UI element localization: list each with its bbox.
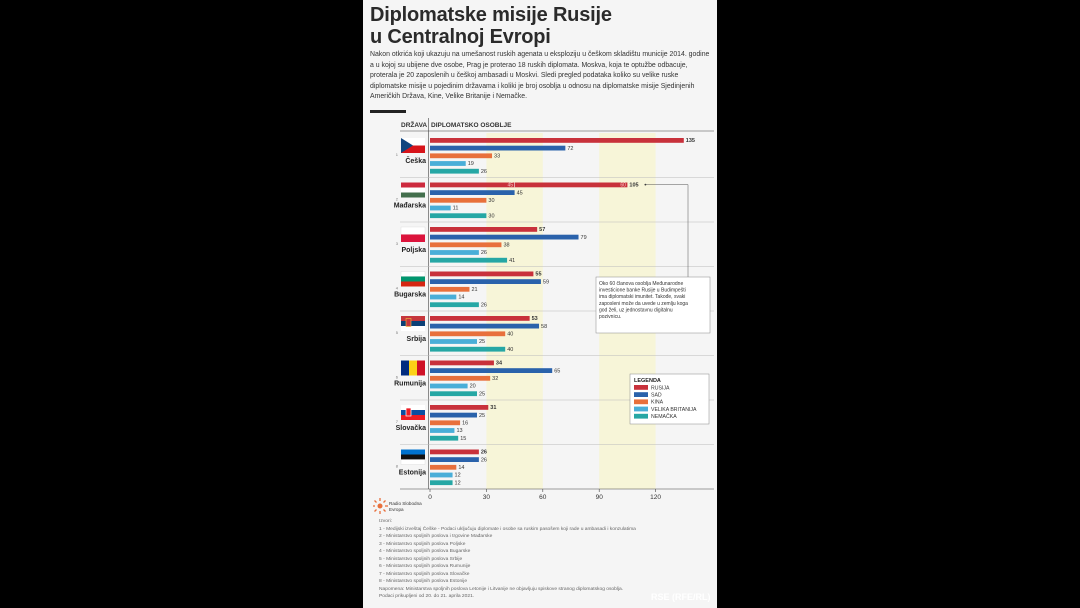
bar-value-label: 135 [685, 138, 695, 145]
legend-label: NEMAČKA [651, 414, 677, 421]
footnote-mark: 1 [395, 152, 398, 157]
bar [430, 250, 479, 255]
bar-value-label: 26 [480, 457, 488, 464]
country-column-header: DRŽAVA [401, 122, 428, 129]
x-tick-label: 0 [428, 494, 432, 501]
bar-value-label: 13 [456, 428, 463, 435]
sources-title: Izvori: [379, 519, 393, 524]
footnote-mark: 8 [395, 463, 398, 469]
bar-value-label: 26 [480, 168, 488, 175]
bar-value-label: 30 [488, 213, 495, 220]
bar [430, 324, 539, 329]
bar-value-label: 59 [542, 279, 550, 286]
bar-value-label: 26 [480, 250, 488, 257]
legend-swatch [634, 414, 648, 419]
bar-value-label: 38 [503, 242, 510, 249]
legend-swatch [634, 385, 648, 390]
bar [430, 242, 501, 247]
country-flag [401, 405, 425, 420]
bar [430, 457, 479, 462]
country-flag [401, 450, 425, 465]
bar [430, 302, 479, 307]
country-label: Srbija [406, 336, 426, 343]
x-tick-label: 120 [650, 494, 662, 501]
country-flag [401, 227, 425, 242]
sources-date: Podaci prikupljeni od 20. do 21. aprila 2021. [379, 594, 475, 599]
bar-value-label: 53 [531, 316, 538, 323]
bar [430, 272, 533, 277]
legend-swatch [634, 407, 648, 412]
country-label: Estonija [398, 469, 426, 477]
bar-value-label: 57 [539, 227, 546, 234]
bar-value-label: 15 [460, 435, 467, 442]
source-line-2: 2 - Ministarstvo spoljnih poslova i trgovine Mađarske [379, 534, 493, 539]
country-row [396, 445, 714, 487]
bar [430, 146, 565, 151]
country-label: Poljska [401, 247, 426, 254]
bar [430, 405, 488, 410]
footnote-mark: 4 [395, 285, 398, 291]
bar-value-label: 16 [462, 420, 469, 427]
bar-value-label: 40 [507, 331, 514, 338]
title-line-2: u Centralnoj Evropi [370, 26, 551, 48]
source-line-4: 4 - Ministarstvo spoljnih poslova Bugarske [379, 549, 471, 554]
bar [430, 420, 460, 425]
country-flag [401, 183, 425, 198]
bar [430, 391, 477, 396]
footnote-mark: 3 [395, 241, 398, 246]
bar-value-label: 14 [458, 465, 465, 471]
bar [430, 153, 492, 158]
country-row [394, 178, 714, 220]
hungary-split-label-a: 45 [507, 182, 514, 189]
bar-value-label: 105 [629, 182, 639, 189]
bar [430, 376, 490, 381]
bar-value-label: 21 [471, 287, 478, 293]
footnote-mark: 6 [395, 374, 398, 380]
legend-title: LEGENDA [634, 378, 661, 384]
source-line-1: 1 - Medijski izveštaj Češke - Podaci uključuju diplomate i osobe sa ruskim pasošem koji rade u ambasadi i konzulatima [379, 526, 636, 532]
bar-value-label: 33 [494, 153, 501, 160]
bar [430, 331, 505, 336]
bar [430, 206, 451, 211]
bar [430, 347, 505, 352]
bar [430, 428, 454, 433]
footnote-mark: 7 [395, 419, 398, 424]
legend-label: KINA [651, 399, 664, 406]
bar [430, 161, 466, 166]
footnote-mark: 5 [395, 330, 398, 335]
footnote-mark: 2 [395, 196, 398, 202]
logo-text-line-1: Radio Slobodna [389, 501, 422, 506]
bar [430, 473, 453, 478]
bar-value-label: 25 [479, 391, 486, 398]
country-flag [401, 138, 425, 153]
value-column-header: DIPLOMATSKO OSOBLJE [431, 122, 512, 129]
title-line-1: Diplomatske misije Rusije [370, 4, 612, 26]
bar-value-label: 20 [469, 383, 476, 390]
source-line-7: 7 - Ministarstvo spoljnih poslova Slovačke [379, 571, 470, 577]
bar [430, 316, 530, 321]
bar-value-label: 26 [480, 302, 488, 309]
bar-value-label: 19 [467, 161, 474, 168]
country-label: Rumunija [394, 380, 426, 388]
bar [430, 361, 494, 366]
bar [430, 190, 515, 195]
bar-value-label: 25 [479, 339, 486, 346]
bar [430, 213, 486, 218]
country-flag [401, 316, 425, 331]
bar [430, 258, 507, 263]
source-line-3: 3 - Ministarstvo spoljnih poslova Poljske [379, 541, 466, 547]
x-tick-label: 60 [539, 494, 547, 501]
bar-value-label: 55 [535, 271, 542, 278]
hungary-split-label-b: 60 [620, 182, 626, 189]
bar [430, 295, 456, 300]
country-label: Slovačka [395, 425, 426, 432]
annotation-text: Oko 60 članova osoblja Međunarodne investicione banke Rusije u Budimpešti ima diplomatski imunitet. Takođe, svaki zaposleni može da uvede u zemlju koga god želi, uz jednostavnu digitalnu pozivnicu. [599, 281, 688, 320]
country-label: Češka [405, 158, 426, 165]
bar-value-label: 26 [480, 449, 488, 456]
photo-credit: RSE (RFE/RL) [651, 592, 711, 602]
logo-text-line-2: Evropa [389, 507, 404, 512]
bar-value-label: 72 [567, 145, 574, 152]
bar-value-label: 65 [554, 368, 561, 375]
country-label: Mađarska [393, 202, 426, 210]
bar-value-label: 45 [516, 190, 523, 197]
sources-block [379, 518, 709, 601]
legend-swatch [634, 399, 648, 404]
bar-value-label: 12 [454, 472, 461, 479]
bar-value-label: 12 [454, 480, 461, 487]
bar [430, 169, 479, 174]
bar [430, 480, 453, 485]
legend-swatch [634, 392, 648, 397]
source-line-8: 8 - Ministarstvo spoljnih poslova Estonije [379, 579, 468, 584]
legend-label: SAD [651, 392, 662, 399]
bar [430, 287, 469, 292]
bar [430, 339, 477, 344]
bar-value-label: 40 [507, 346, 514, 353]
sunburst-icon [373, 498, 388, 514]
bar-value-label: 58 [541, 323, 548, 330]
bar [430, 413, 477, 418]
bar [430, 384, 468, 389]
x-tick-label: 90 [595, 494, 603, 501]
infographic-card [363, 0, 717, 608]
bar [430, 436, 458, 441]
bar [430, 183, 627, 188]
source-line-5: 5 - Ministarstvo spoljnih poslova Srbije [379, 556, 463, 562]
bar [430, 450, 479, 455]
bar [430, 138, 684, 143]
bar [430, 227, 537, 232]
rse-logo [373, 497, 433, 517]
x-tick-label: 30 [482, 494, 491, 501]
country-label: Bugarska [394, 291, 426, 299]
country-flag [401, 361, 425, 376]
bar [430, 465, 456, 470]
bar [430, 198, 486, 203]
bar [430, 279, 541, 284]
sources-note: Napomena: Ministarstva spoljnih poslova Letonije i Litvanije ne objavljuju spiskove stranog diplomatskog osoblja. [379, 586, 624, 592]
bar-value-label: 34 [495, 360, 503, 367]
bar-value-label: 79 [580, 234, 587, 241]
intro-paragraph: Nakon otkrića koji ukazuju na umešanost ruskih agenata u eksploziju u češkom skladištu municije 2014. godine a u kojoj su ubijene dve osobe, Prag je proterao 18 ruskih diplomata. Moskva, koja te optužbe odbacuje, proterala je 20 zaposlenih u češkoj ambasadi u Moskvi. Sledi pregled podataka koliko su velike ruske diplomatske misije u pojedinim državama i koliki je broj osoblja u odnosu na diplomatske misije Sjedinjenih Američkih Država, Kine, Velike Britanije i Nemačke. [370, 51, 710, 101]
legend-label: RUSIJA [651, 385, 670, 392]
bar [430, 368, 552, 373]
bar-value-label: 30 [488, 198, 495, 204]
bar-value-label: 14 [458, 294, 465, 301]
bar-value-label: 41 [509, 257, 516, 264]
bar [430, 235, 579, 240]
country-flag [401, 272, 425, 287]
bar-value-label: 25 [479, 412, 486, 419]
source-line-6: 6 - Ministarstvo spoljnih poslova Rumunije [379, 564, 471, 569]
bar-value-label: 32 [492, 376, 499, 382]
bar-value-label: 31 [490, 405, 497, 412]
bar-value-label: 11 [452, 205, 459, 212]
country-row [396, 222, 714, 264]
legend-label: VELIKA BRITANIJA [651, 406, 697, 413]
